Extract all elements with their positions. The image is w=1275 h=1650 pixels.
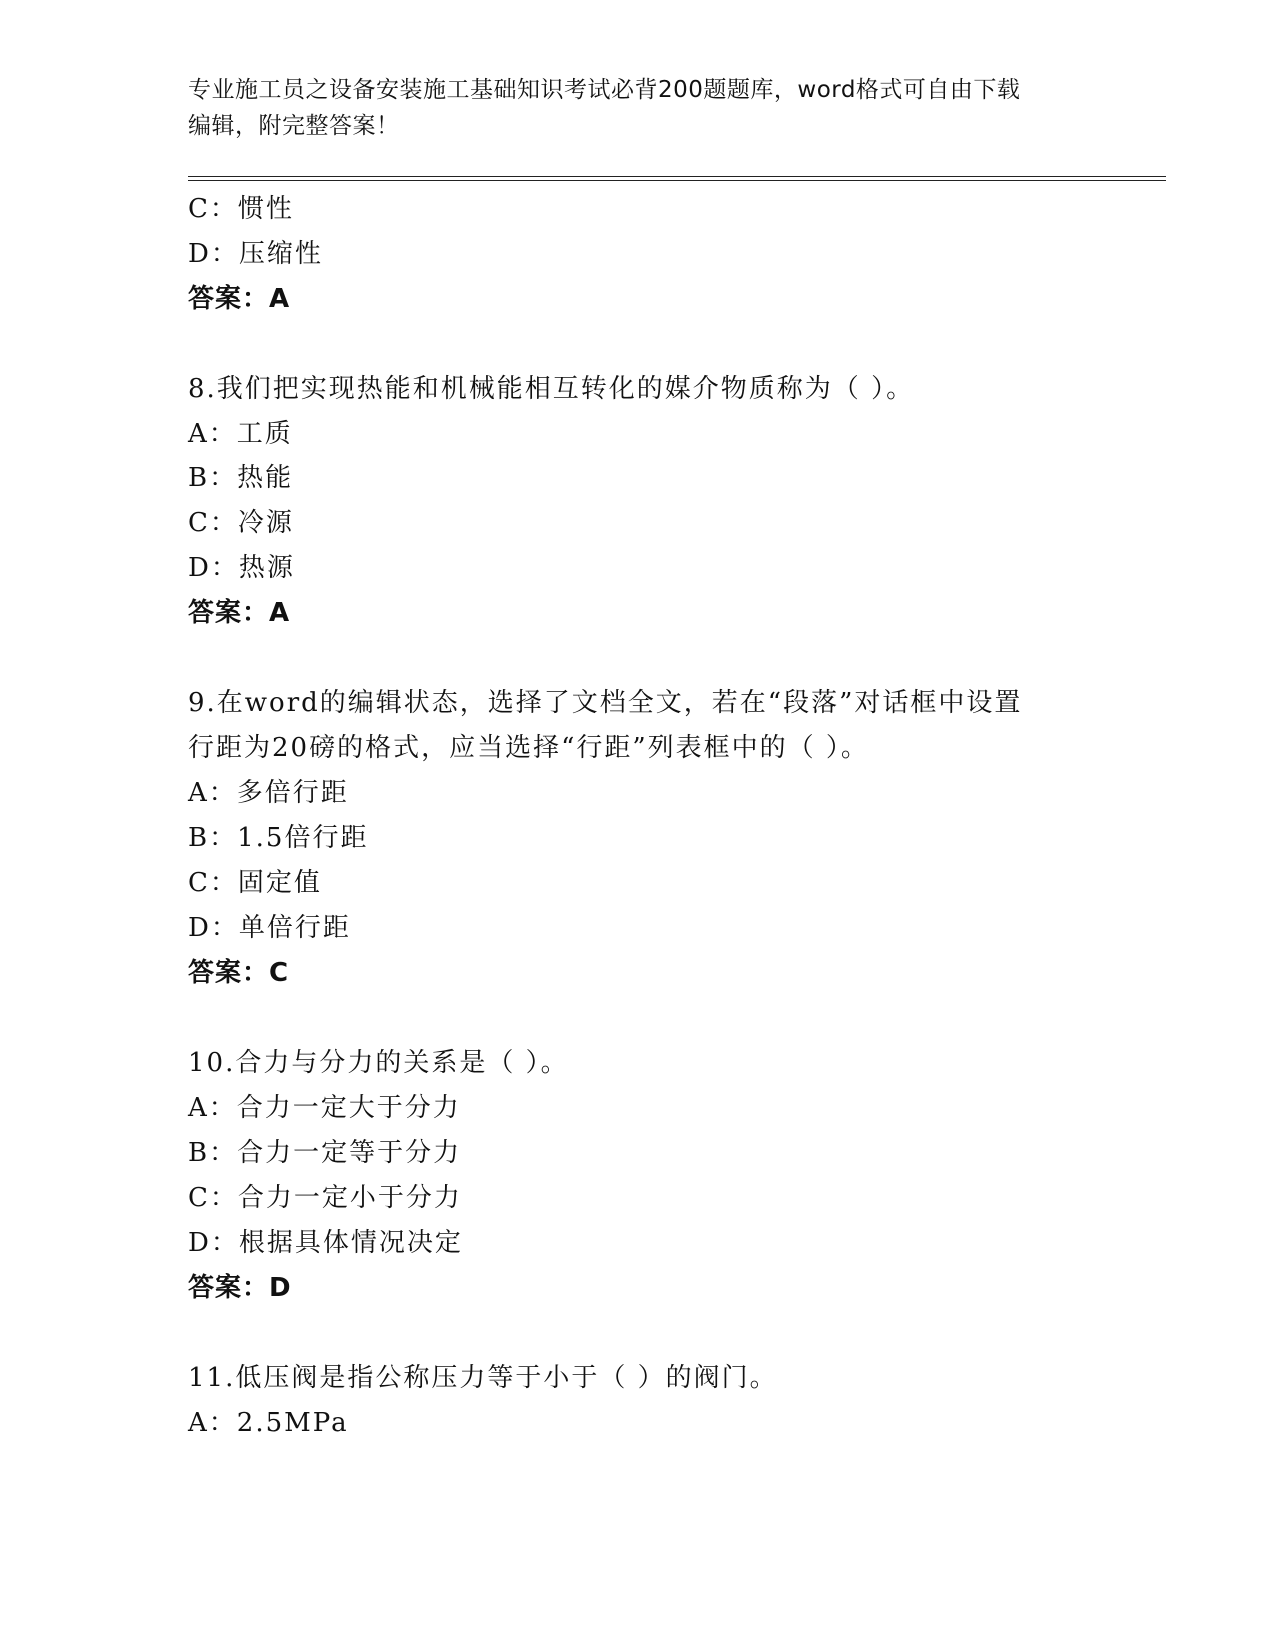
q8-option-b: B：热能 xyxy=(188,463,294,493)
q9-answer: 答案：C xyxy=(188,958,290,988)
header-title-line-2: 编辑，附完整答案！ xyxy=(188,113,400,139)
q8-answer: 答案：A xyxy=(188,598,291,628)
q9-option-d: D：单倍行距 xyxy=(188,913,351,943)
q8-question: 8.我们把实现热能和机械能相互转化的媒介物质称为（ ）。 xyxy=(188,374,915,404)
header-title-line-1: 专业施工员之设备安装施工基础知识考试必背200题题库，word格式可自由下载 xyxy=(188,77,1021,103)
q9-option-c: C：固定值 xyxy=(188,868,322,898)
q10-option-b: B：合力一定等于分力 xyxy=(188,1138,462,1168)
q10-option-d: D：根据具体情况决定 xyxy=(188,1228,463,1258)
q11-option-a: A：2.5MPa xyxy=(188,1408,349,1438)
q9-option-b: B：1.5倍行距 xyxy=(188,823,369,853)
q10-option-c: C：合力一定小于分力 xyxy=(188,1183,462,1213)
q11-question: 11.低压阀是指公称压力等于小于（ ）的阀门。 xyxy=(188,1363,778,1393)
header-rule-top xyxy=(188,176,1166,177)
q7-answer: 答案：A xyxy=(188,284,291,314)
q7-option-d: D：压缩性 xyxy=(188,239,323,269)
q9-option-a: A：多倍行距 xyxy=(188,778,349,808)
q8-option-d: D：热源 xyxy=(188,553,295,583)
q10-answer: 答案：D xyxy=(188,1273,292,1303)
q8-option-c: C：冷源 xyxy=(188,508,294,538)
q7-option-c: C：惯性 xyxy=(188,194,294,224)
q10-option-a: A：合力一定大于分力 xyxy=(188,1093,461,1123)
document-header xyxy=(188,72,1088,144)
q10-question: 10.合力与分力的关系是（ ）。 xyxy=(188,1048,569,1078)
q8-option-a: A：工质 xyxy=(188,419,293,449)
q9-question-line-2: 行距为20磅的格式，应当选择“行距”列表框中的（ ）。 xyxy=(188,733,869,763)
header-rule-bottom xyxy=(188,180,1166,181)
q9-question-line-1: 9.在word的编辑状态，选择了文档全文，若在“段落”对话框中设置 xyxy=(188,688,1023,718)
